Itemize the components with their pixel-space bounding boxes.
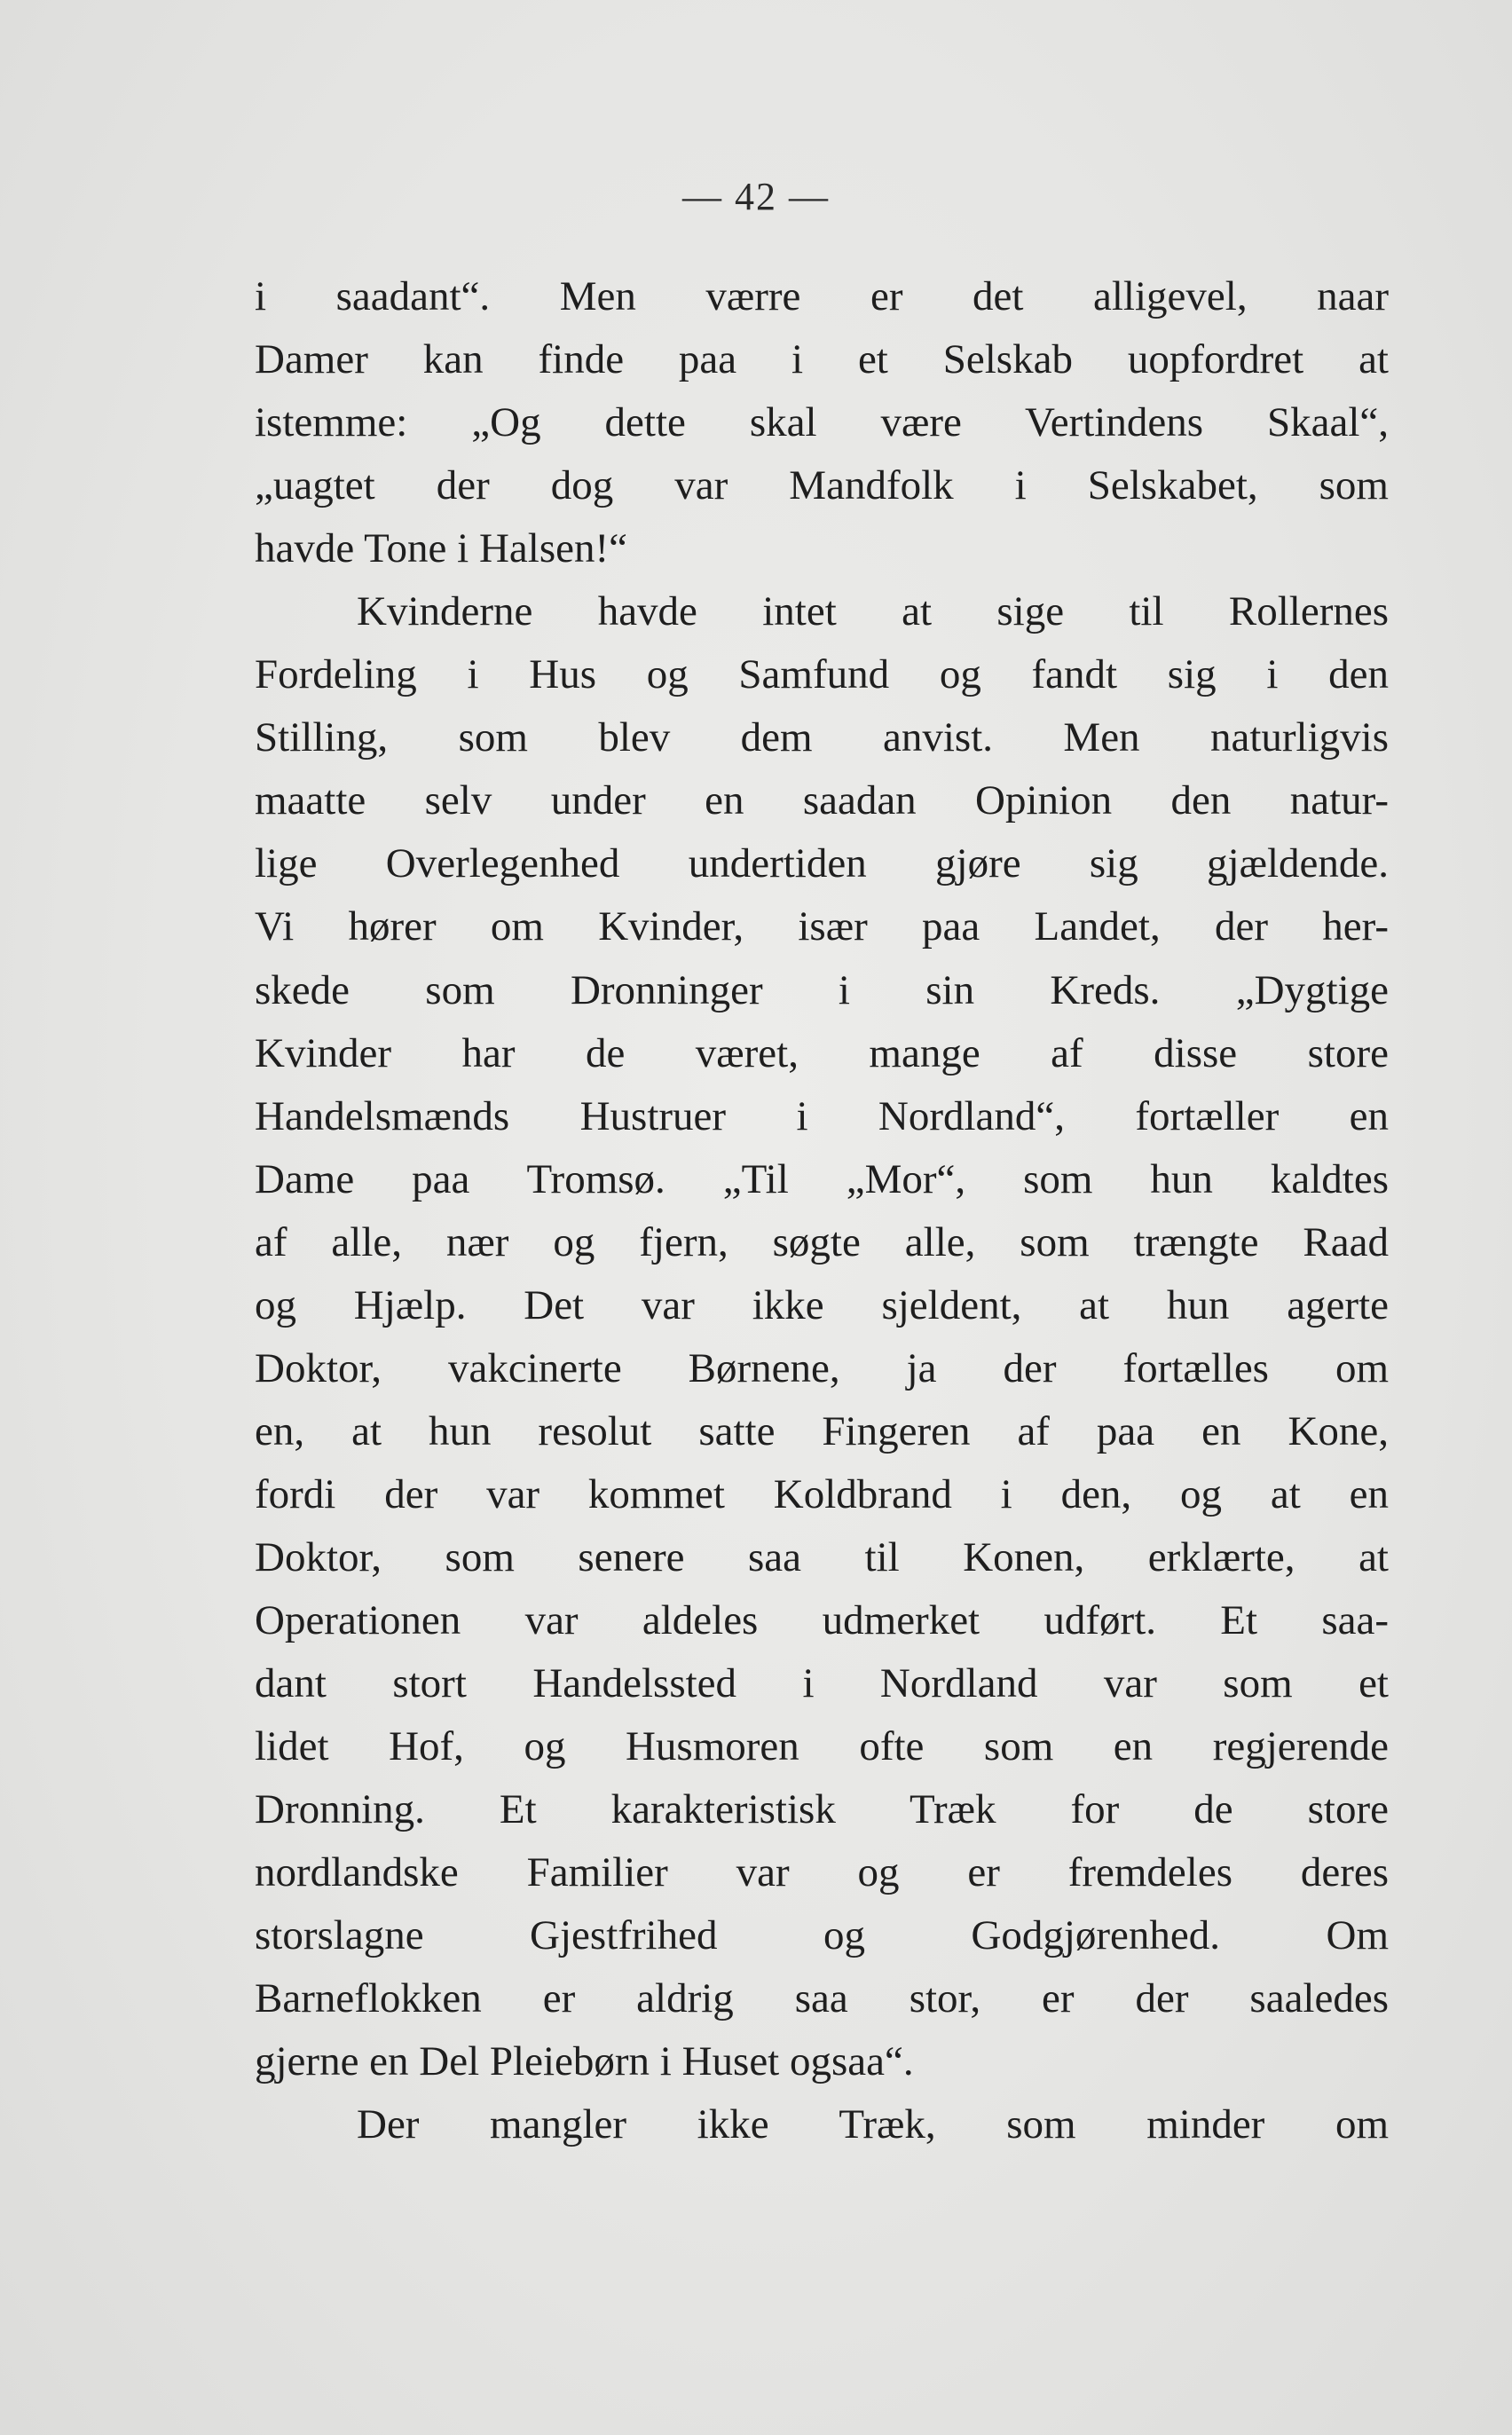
- text-line: Doktor, som senere saa til Konen, erklærte, at: [255, 1533, 1389, 1580]
- text-line: en, at hun resolut satte Fingeren af paa en Kone,: [255, 1407, 1389, 1454]
- text-line: „uagtet der dog var Mandfolk i Selskabet, som: [255, 462, 1389, 509]
- text-line: og Hjælp. Det var ikke sjeldent, at hun agerte: [255, 1281, 1389, 1328]
- text-line: havde Tone i Halsen!“: [255, 525, 627, 572]
- text-line: Barneflokken er aldrig saa stor, er der saaledes: [255, 1975, 1389, 2022]
- text-line: Vi hører om Kvinder, især paa Landet, der her-: [255, 903, 1389, 950]
- text-line: fordi der var kommet Koldbrand i den, og at en: [255, 1470, 1389, 1517]
- text-line: Der mangler ikke Træk, som minder om: [357, 2101, 1389, 2148]
- text-line: istemme: „Og dette skal være Vertindens Skaal“,: [255, 399, 1389, 446]
- text-line: lige Overlegenhed undertiden gjøre sig gjældende.: [255, 840, 1389, 887]
- text-line: Fordeling i Hus og Samfund og fandt sig i den: [255, 651, 1389, 698]
- text-line: Handelsmænds Hustruer i Nordland“, fortæller en: [255, 1092, 1389, 1139]
- text-line: i saadant“. Men værre er det alligevel, naar: [255, 273, 1389, 319]
- text-line: skede som Dronninger i sin Kreds. „Dygtige: [255, 966, 1389, 1013]
- text-line: Operationen var aldeles udmerket udført. Et saa-: [255, 1596, 1389, 1643]
- text-line: Stilling, som blev dem anvist. Men naturligvis: [255, 714, 1389, 761]
- page-number: — 42 —: [682, 175, 830, 218]
- body-text: [255, 265, 1389, 2156]
- text-line: Doktor, vakcinerte Børnene, ja der fortælles om: [255, 1344, 1389, 1391]
- text-line: storslagne Gjestfrihed og Godgjørenhed. Om: [255, 1912, 1389, 1959]
- text-line: dant stort Handelssted i Nordland var som et: [255, 1660, 1389, 1707]
- text-line: Dame paa Tromsø. „Til „Mor“, som hun kaldtes: [255, 1155, 1389, 1202]
- text-line: Kvinder har de været, mange af disse store: [255, 1029, 1389, 1076]
- text-line: af alle, nær og fjern, søgte alle, som trængte Raad: [255, 1218, 1389, 1265]
- text-line: nordlandske Familier var og er fremdeles deres: [255, 1849, 1389, 1896]
- text-line: Damer kan finde paa i et Selskab uopfordret at: [255, 336, 1389, 383]
- text-line: gjerne en Del Pleiebørn i Huset ogsaa“.: [255, 2038, 914, 2085]
- text-line: Kvinderne havde intet at sige til Rollernes: [357, 588, 1389, 635]
- text-line: maatte selv under en saadan Opinion den natur-: [255, 777, 1389, 824]
- text-line: lidet Hof, og Husmoren ofte som en regjerende: [255, 1723, 1389, 1770]
- text-line: Dronning. Et karakteristisk Træk for de store: [255, 1786, 1389, 1833]
